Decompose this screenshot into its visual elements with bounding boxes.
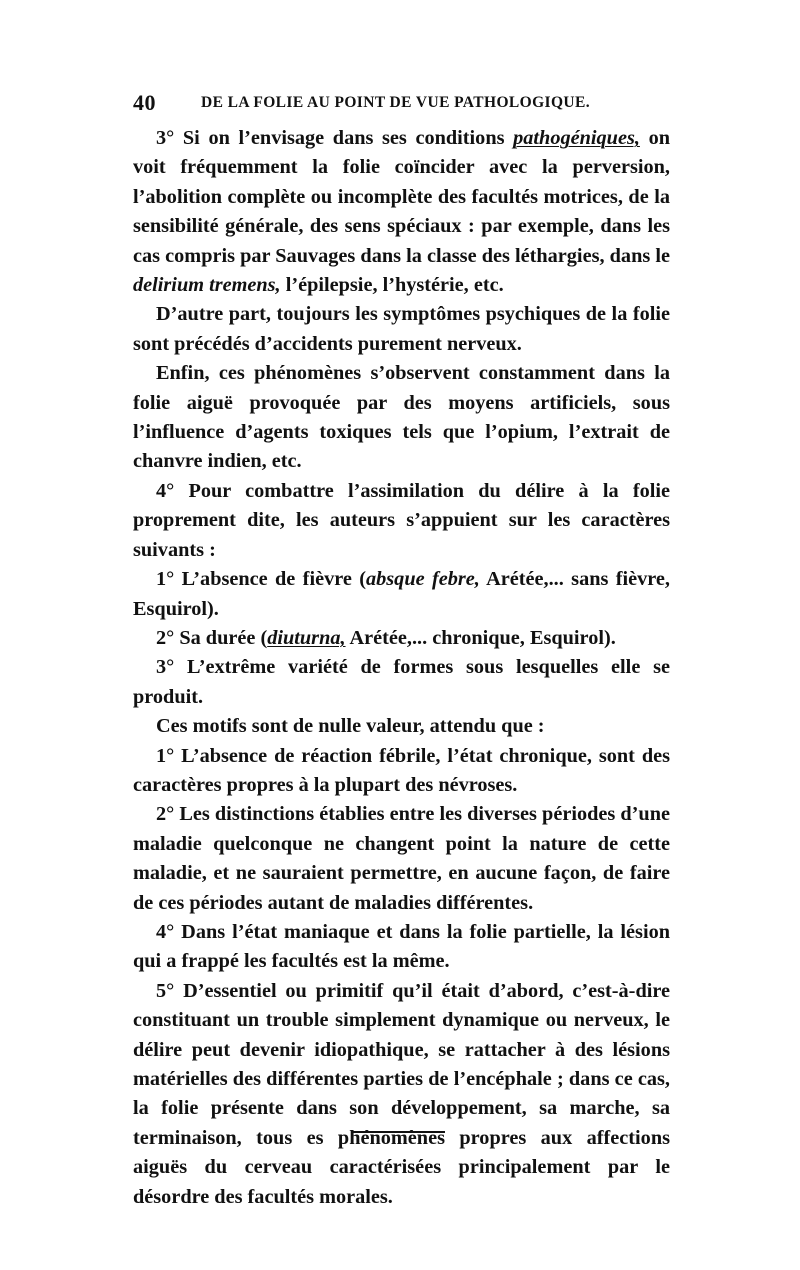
text-segment: Enfin, ces phénomènes s’observent constamment dans la folie aiguë provoquée par des moyens artificiels, sous l’influence d’agents toxiques tels que l’opium, l’extrait de chanvre indien, etc. (133, 362, 670, 473)
text-segment: on voit fréquemment la folie coïncider avec la perversion, l’abolition complète ou incomplète des facultés motrices, de la sensibilité générale, des sens spéciaux : par exemple, dans les cas compris par Sauvages dans la classe des léthargies, dans le (133, 127, 670, 267)
text-segment: 5° D’essentiel ou primitif qu’il était d’abord, c’est-à-dire constituant un trouble simplement dynamique ou nerveux, le délire peut devenir idiopathique, se rattacher à des lésions matérielles des différentes parties de l’encéphale ; dans ce cas, la folie présente dans son développement, sa marche, sa terminaison, tous es phénomènes propres aux affections aiguës du cerveau caractérisées principalement par le désordre des facultés morales. (133, 979, 670, 1208)
paragraph-p4 (133, 477, 670, 565)
page-number: 40 (133, 90, 156, 115)
page-header (133, 90, 673, 120)
emphasized-text: delirium tremens, (133, 274, 281, 297)
paragraph-p12 (133, 977, 670, 1212)
text-segment: Arétée,... chronique, Esquirol). (345, 626, 616, 649)
text-segment: 4° Dans l’état maniaque et dans la folie partielle, la lésion qui a frappé les facultés est la même. (133, 920, 670, 973)
paragraph-p10 (133, 800, 670, 918)
text-segment: 1° L’absence de fièvre ( (156, 568, 366, 591)
text-segment: 2° Sa durée ( (156, 626, 268, 649)
paragraph-p1 (133, 124, 670, 300)
text-segment: l’épilepsie, l’hystérie, etc. (280, 274, 504, 297)
paragraph-p6 (133, 624, 670, 653)
paragraph-p5 (133, 565, 670, 624)
emphasized-text: diuturna, (267, 626, 346, 649)
text-segment: D’autre part, toujours les symptômes psychiques de la folie sont précédés d’accidents purement nerveux. (133, 303, 670, 355)
end-rule (353, 1131, 445, 1133)
paragraph-p2 (133, 300, 670, 359)
emphasized-text: absque febre, (366, 568, 480, 591)
paragraph-p8 (133, 712, 670, 741)
text-segment: 2° Les distinctions établies entre les diverses périodes d’une maladie quelconque ne changent point la nature de cette maladie, et ne sauraient permettre, en aucune façon, de faire de ces périodes autant de maladies différentes. (133, 803, 670, 914)
paragraph-p11 (133, 918, 670, 977)
body-text (133, 124, 670, 1212)
text-segment: 1° L’absence de réaction fébrile, l’état chronique, sont des caractères propres à la plupart des névroses. (133, 744, 670, 796)
paragraph-p9 (133, 742, 670, 801)
paragraph-p3 (133, 359, 670, 477)
text-segment: 3° L’extrême variété de formes sous lesquelles elle se produit. (133, 656, 670, 708)
emphasized-text: pathogéniques, (513, 127, 640, 149)
running-title: DE LA FOLIE AU POINT DE VUE PATHOLOGIQUE. (201, 94, 591, 111)
text-segment: Arétée,... sans fièvre, Esquirol). (133, 568, 670, 620)
text-segment: Ces motifs sont de nulle valeur, attendu que : (156, 715, 545, 738)
text-segment: 3° Si on l’envisage dans ses conditions (156, 127, 514, 149)
paragraph-p7 (133, 653, 670, 712)
text-segment: 4° Pour combattre l’assimilation du délire à la folie proprement dite, les auteurs s’appuient sur les caractères suivants : (133, 479, 670, 561)
